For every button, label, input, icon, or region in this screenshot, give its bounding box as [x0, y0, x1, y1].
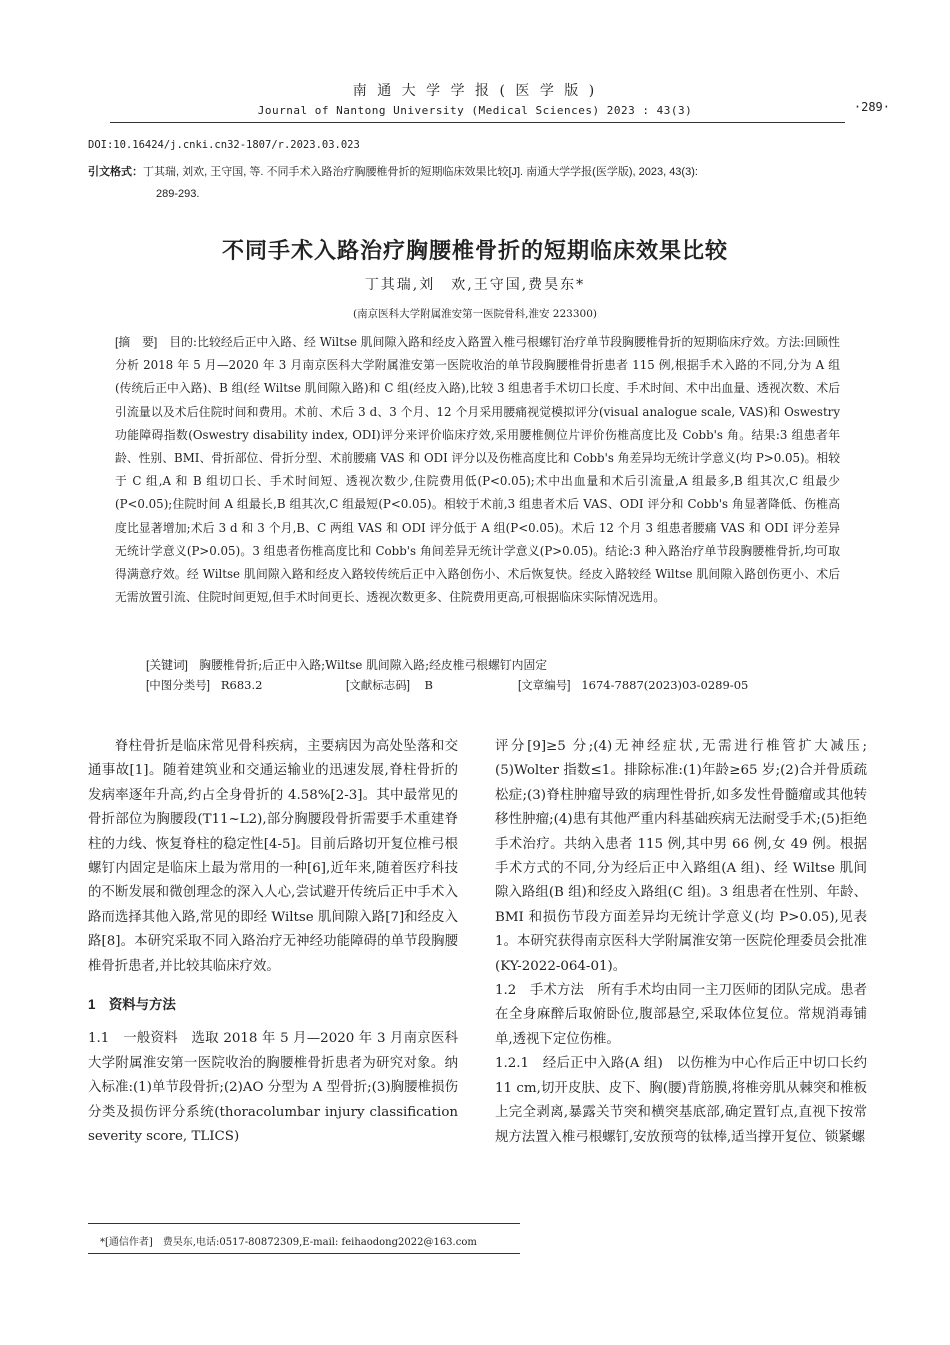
- paper-title: 不同手术入路治疗胸腰椎骨折的短期临床效果比较: [221, 238, 728, 263]
- body-right-column: [495, 735, 867, 1150]
- citation: [88, 161, 873, 205]
- corresponding-author-footnote: *[通信作者] 费昊东,电话:0517-80872309,E-mail: feihaodong2022@163.com: [100, 1237, 477, 1248]
- clc-block: [146, 677, 262, 693]
- citation-text: 丁其瑞, 刘欢, 王守国, 等. 不同手术入路治疗胸腰椎骨折的短期临床效果比较[J]. 南通大学学报(医学版), 2023, 43(3):: [143, 166, 698, 178]
- keywords: [146, 654, 547, 676]
- article-number-label: [文章编号]: [518, 680, 571, 692]
- header-divider: [110, 122, 845, 123]
- subsection-1-2: [495, 979, 867, 1052]
- subsection-1-2-1: [495, 1052, 867, 1150]
- clc-label: [中图分类号]: [146, 680, 210, 692]
- subsection-1-2-label: 1.2 手术方法: [495, 983, 584, 999]
- page-number: ·289·: [853, 100, 890, 114]
- footnote-divider-top: [88, 1223, 520, 1224]
- authors: 丁其瑞,刘 欢,王守国,费昊东*: [364, 277, 586, 293]
- section-heading-methods: 1 资料与方法: [88, 997, 176, 1013]
- subsection-1-2-1-text: 以伤椎为中心作后正中切口长约 11 cm,切开皮肤、皮下、胸(腰)背筋膜,将椎旁肌从棘突和椎板上完全剥离,暴露关节突和横突基底部,确定置钉点,直视下按常规方法置入椎弓根螺钉,安放预弯的钛棒,适当撑开复位、锁紧螺: [495, 1056, 867, 1145]
- doc-code-label: [文献标志码]: [346, 680, 410, 692]
- doc-code-value: B: [424, 678, 433, 692]
- clc-value: R683.2: [220, 678, 263, 692]
- footnote-divider-bottom: [88, 1253, 520, 1254]
- journal-title-en: Journal of Nantong University (Medical Sciences) 2023 : 43(3): [257, 104, 693, 117]
- affiliation: (南京医科大学附属淮安第一医院骨科,淮安 223300): [353, 308, 597, 320]
- journal-title-cn: 南 通 大 学 学 报 ( 医 学 版 ): [352, 83, 598, 99]
- body-left-column: [88, 735, 458, 1150]
- criteria-continued: 评分[9]≥5 分;(4)无神经症状,无需进行椎管扩大减压;(5)Wolter 指数≤1。排除标准:(1)年龄≥65 岁;(2)合并骨质疏松症;(3)脊柱肿瘤导致的病理性骨折,如多发性骨髓瘤或其他转移性肿瘤;(4)患有其他严重内科基础疾病无法耐受手术;(5)拒绝手术治疗。共纳入患者 115 例,其中男 66 例,女 49 例。根据手术方式的不同,分为经后正中入路组(A 组)、经 Wiltse 肌间隙入路组(B 组)和经皮入路组(C 组)。3 组患者在性别、年龄、BMI 和损伤节段方面差异均无统计学意义(均 P>0.05),见表 1。本研究获得南京医科大学附属淮安第一医院伦理委员会批准(KY-2022-064-01)。: [495, 739, 867, 974]
- abstract-label: [摘 要]: [115, 335, 158, 349]
- subsection-1-1-text: 选取 2018 年 5 月—2020 年 3 月南京医科大学附属淮安第一医院收治的胸腰椎骨折患者为研究对象。纳入标准:(1)单节段骨折;(2)AO 分型为 A 型骨折;(3)胸腰椎损伤分类及损伤评分系统(thoracolumbar injury classification severity score, TLICS): [88, 1031, 459, 1145]
- article-number-value: 1674-7887(2023)03-0289-05: [581, 678, 749, 692]
- keywords-label: [关键词]: [146, 658, 188, 672]
- subsection-1-2-1-label: 1.2.1 经后正中入路(A 组): [495, 1056, 663, 1072]
- citation-label: 引文格式：: [88, 166, 143, 178]
- doi: DOI:10.16424/j.cnki.cn32-1807/r.2023.03.023: [88, 139, 360, 151]
- subsection-1-2-text: 所有手术均由同一主刀医师的团队完成。患者在全身麻醉后取俯卧位,腹部悬空,采取体位复位。常规消毒铺单,透视下定位伤椎。: [495, 983, 868, 1047]
- article-number-block: [518, 677, 748, 693]
- keywords-text: 胸腰椎骨折;后正中入路;Wiltse 肌间隙入路;经皮椎弓根螺钉内固定: [199, 658, 548, 672]
- doc-code-block: [346, 677, 433, 693]
- subsection-1-1-label: 1.1 一般资料: [88, 1031, 178, 1047]
- abstract-text: 目的:比较经后正中入路、经 Wiltse 肌间隙入路和经皮入路置入椎弓根螺钉治疗单节段胸腰椎骨折的短期临床疗效。方法:回顾性分析 2018 年 5 月—2020 年 3 月南京医科大学附属淮安第一医院收治的单节段胸腰椎骨折患者 115 例,根据手术入路的不同,分为 A 组(传统后正中入路)、B 组(经 Wiltse 肌间隙入路)和 C 组(经皮入路),比较 3 组患者手术切口长度、手术时间、术中出血量、透视次数、术后引流量以及术后住院时间和费用。术前、术后 3 d、3 个月、12 个月采用腰痛视觉模拟评分(visual analogue scale, VAS)和 Oswestry 功能障碍指数(Oswestry disability index, ODI)评分来评价临床疗效,采用腰椎侧位片评价伤椎高度比及 Cobb's 角。结果:3 组患者年龄、性别、BMI、骨折部位、骨折分型、术前腰痛 VAS 和 ODI 评分以及伤椎高度比和 Cobb's 角差异均无统计学意义(均 P>0.05)。相较于 C 组,A 和 B 组切口长、手术时间短、透视次数少,住院费用低(P<0.05);术中出血量和术后引流量,A 组最多,B 组其次,C 组最少(P<0.05);住院时间 A 组最长,B 组其次,C 组最短(P<0.05)。相较于术前,3 组患者术后 VAS、ODI 评分和 Cobb's 角显著降低、伤椎高度比显著增加;术后 3 d 和 3 个月,B、C 两组 VAS 和 ODI 评分低于 A 组(P<0.05)。术后 12 个月 3 组患者腰痛 VAS 和 ODI 评分差异无统计学意义(P>0.05)。3 组患者伤椎高度比和 Cobb's 角间差异无统计学意义(P>0.05)。结论:3 种入路治疗单节段胸腰椎骨折,均可取得满意疗效。经 Wiltse 肌间隙入路和经皮入路较传统后正中入路创伤小、术后恢复快。经皮入路较经 Wiltse 肌间隙入路创伤更小、术后无需放置引流、住院时间更短,但手术时间更长、透视次数更多、住院费用更高,可根据临床实际情况选用。: [115, 335, 840, 605]
- intro-paragraph: 脊柱骨折是临床常见骨科疾病，主要病因为高处坠落和交通事故[1]。随着建筑业和交通运输业的迅速发展,脊柱骨折的发病率逐年升高,约占全身骨折的 4.58%[2-3]。其中最常见的骨折部位为胸腰段(T11~L2),部分胸腰段骨折需要手术重建脊柱的力线、恢复脊柱的稳定性[4-5]。目前后路切开复位椎弓根螺钉内固定是临床上最为常用的一种[6],近年来,随着医疗科技的不断发展和微创理念的深入人心,尝试避开传统后正中手术入路而选择其他入路,常见的即经 Wiltse 肌间隙入路[7]和经皮入路[8]。本研究采取不同入路治疗无神经功能障碍的单节段胸腰椎骨折患者,并比较其临床疗效。: [88, 739, 458, 974]
- citation-pages: 289-293.: [156, 188, 200, 200]
- abstract: [115, 331, 840, 609]
- subsection-1-1: [88, 1027, 458, 1149]
